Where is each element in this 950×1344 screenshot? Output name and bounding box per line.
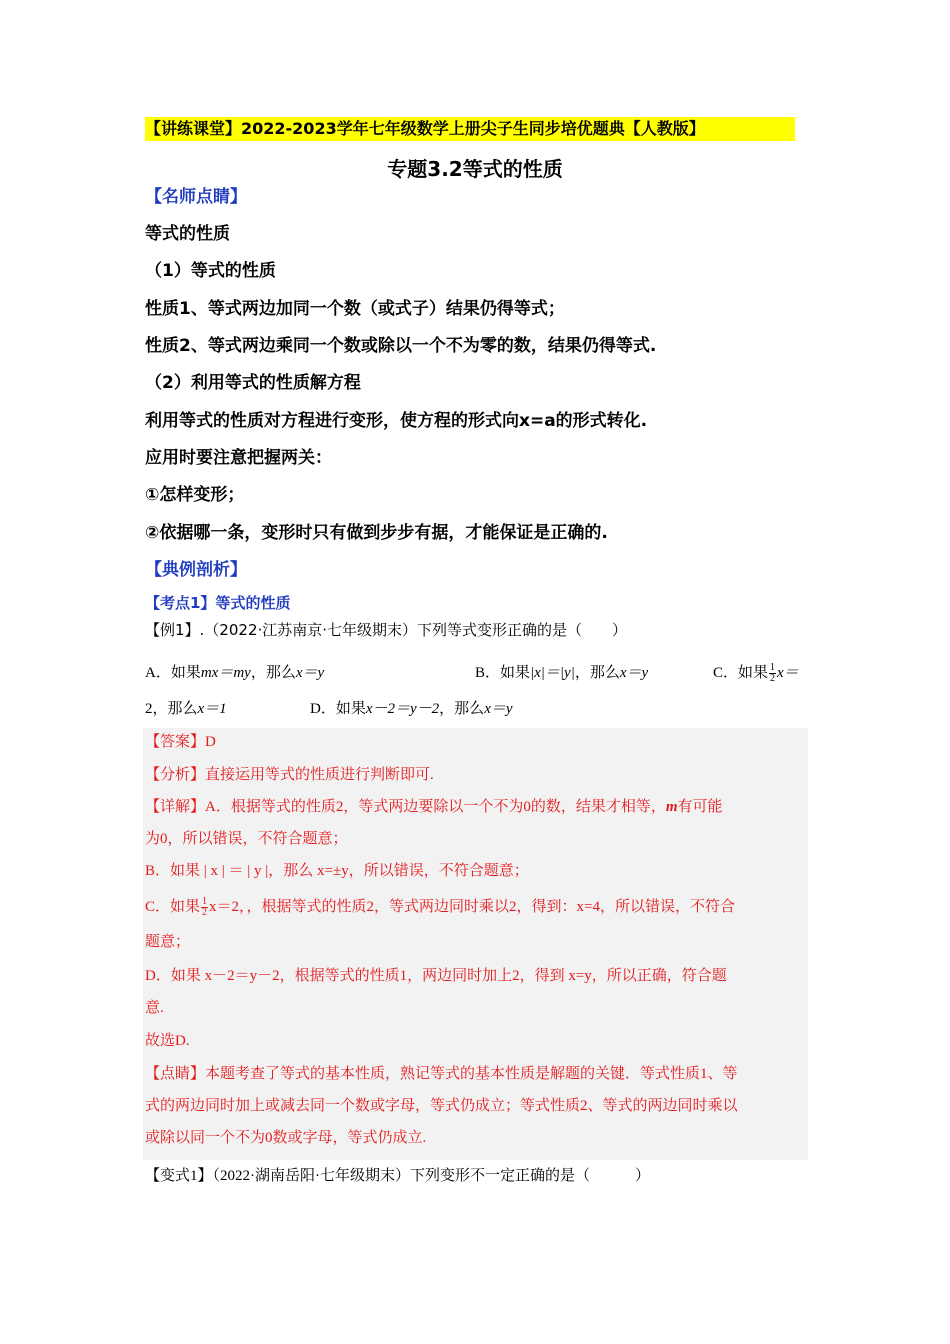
tips-heading: 【名师点睛】 [145,187,247,207]
note-line-1: 【点睛】本题考查了等式的基本性质，熟记等式的基本性质是解题的关键．等式性质1、等 [145,1066,738,1082]
choose-line: 故选D. [145,1033,190,1049]
tips-line-6: 利用等式的性质对方程进行变形，使方程的形式向x=a的形式转化. [145,411,648,431]
detail-line-d: D．如果 x－2＝y－2，根据等式的性质1，两边同时加上2，得到 x=y，所以正确，符合题 [145,968,727,984]
analysis-line: 【分析】直接运用等式的性质进行判断即可. [145,767,434,783]
tips-line-1: 等式的性质 [145,224,230,244]
tips-line-4: 性质2、等式两边乘同一个数或除以一个不为零的数，结果仍得等式. [145,336,657,356]
detail-line-c-2: 题意； [145,934,191,950]
detail-line-b: B．如果 | x | ＝ | y |，那么 x=±y，所以错误，不符合题意； [145,863,529,879]
detail-line-d-2: 意. [145,1000,164,1016]
note-line-3: 或除以同一个不为0数或字母，等式仍成立. [145,1130,427,1146]
detail-line-2: 为0，所以错误，不符合题意； [145,831,348,847]
option-c: C．如果 $\frac{1}{2}$ x＝ [713,662,799,685]
option-c-continued: 2，那么x＝1 [145,701,227,717]
note-line-2: 式的两边同时加上或减去同一个数或字母，等式仍成立；等式性质2、等式的两边同时乘以 [145,1098,738,1114]
examples-heading: 【典例剖析】 [145,560,247,580]
page-title: 专题3.2等式的性质 [387,157,563,181]
example-1-question: 【例1】.（2022·江苏南京·七年级期末）下列等式变形正确的是（ ） [145,621,628,639]
detail-line-1: 【详解】A．根据等式的性质2，等式两边要除以一个不为0的数，结果才相等，m有可能 [145,799,723,815]
header-banner: 【讲练课堂】2022-2023学年七年级数学上册尖子生同步培优题典【人教版】 [145,117,795,141]
option-d: D．如果x－2＝y－2，那么x＝y [310,701,513,717]
fraction-half-solution: $\frac{1}{2}$ [202,896,208,919]
option-b: B．如果|x|＝|y|，那么x＝y [475,665,649,681]
tips-line-2: （1）等式的性质 [145,261,276,281]
tips-line-5: （2）利用等式的性质解方程 [145,373,361,393]
tips-line-9: ②依据哪一条，变形时只有做到步步有据，才能保证是正确的. [145,523,608,543]
tips-line-8: ①怎样变形； [145,485,245,505]
answer-line: 【答案】D [145,734,216,750]
kaodian-label: 【考点1】等式的性质 [145,594,291,612]
tips-line-3: 性质1、等式两边加同一个数（或式子）结果仍得等式； [145,299,565,319]
variant-1-question: 【变式1】（2022·湖南岳阳·七年级期末）下列变形不一定正确的是（ ） [145,1168,650,1184]
detail-line-c: C．如果 $\frac{1}{2}$ x＝2，，根据等式的性质2，等式两边同时乘以2，得到：x=4，所以错误，不符合 [145,896,735,919]
tips-line-7: 应用时要注意把握两关： [145,448,332,468]
fraction-half: $\frac{1}{2}$ [770,662,776,685]
option-a: A．如果mx＝my，那么x＝y [145,665,325,681]
